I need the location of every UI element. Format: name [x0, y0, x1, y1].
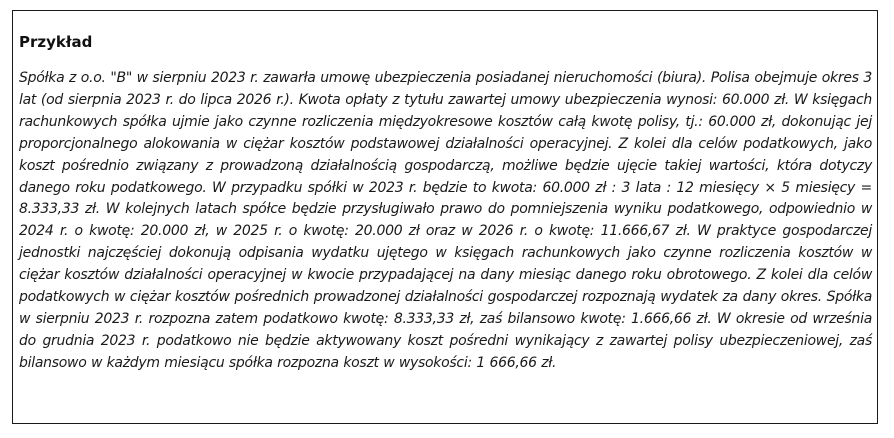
example-heading: Przykład: [19, 33, 93, 51]
example-box: [12, 10, 878, 424]
example-body-text: Spółka z o.o. "B" w sierpniu 2023 r. zawarła umowę ubezpieczenia posiadanej nieruchomości (biura). Polisa obejmuje okres 3 lat (od sierpnia 2023 r. do lipca 2026 r.). Kwota opłaty z tytułu zawartej umowy ubezpieczenia wynosi: 60.000 zł. W księgach rachunkowych spółka ujmie jako czynne rozliczenia międzyokresowe kosztów całą kwotę polisy, tj.: 60.000 zł, dokonując jej proporcjonalnego alokowania w ciężar kosztów podstawowej działalności operacyjnej. Z kolei dla celów podatkowych, jako koszt pośrednio związany z prowadzoną działalnością gospodarczą, możliwe będzie ujęcie takiej wartości, która dotyczy danego roku podatkowego. W przypadku spółki w 2023 r. będzie to kwota: 60.000 zł : 3 lata : 12 miesięcy × 5 miesięcy = 8.333,33 zł. W kolejnych latach spółce będzie przysługiwało prawo do pomniejszenia wyniku podatkowego, odpowiednio w 2024 r. o kwotę: 20.000 zł, w 2025 r. o kwotę: 20.000 zł oraz w 2026 r. o kwotę: 11.666,67 zł. W praktyce gospodarczej jednostki najczęściej dokonują odpisania wydatku ujętego w księgach rachunkowych jako czynne rozliczenia kosztów w ciężar kosztów działalności operacyjnej w kwocie przypadającej na dany miesiąc danego roku obrotowego. Z kolei dla celów podatkowych w ciężar kosztów pośrednich prowadzonej działalności gospodarczej rozpoznają wydatek za dany okres. Spółka w sierpniu 2023 r. rozpozna zatem podatkowo kwotę: 8.333,33 zł, zaś bilansowo kwotę: 1.666,66 zł. W okresie od września do grudnia 2023 r. podatkowo nie będzie aktywowany koszt pośredni wynikający z zawartej polisy ubezpieczeniowej, zaś bilansowo w każdym miesiącu spółka rozpozna koszt w wysokości: 1 666,66 zł.: [19, 70, 872, 371]
